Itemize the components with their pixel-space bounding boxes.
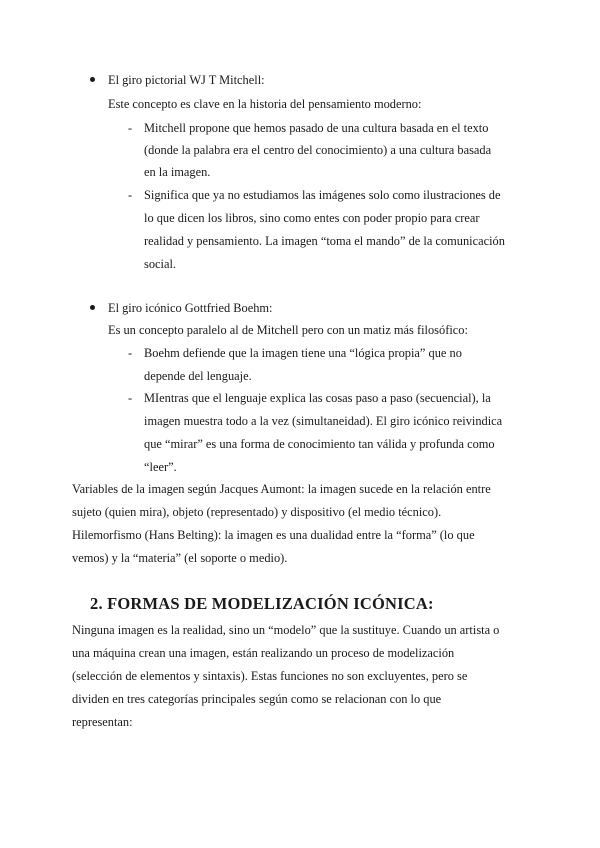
item2-title: El giro icónico Gottfried Boehm: — [108, 301, 273, 315]
item1-sub2-line: social. — [144, 257, 176, 271]
body-text-line: Variables de la imagen según Jacques Aumont: la imagen sucede en la relación entre — [72, 482, 491, 496]
dash-icon: - — [128, 188, 133, 202]
body-text-line: Hilemorfismo (Hans Belting): la imagen es una dualidad entre la “forma” (lo que — [72, 528, 475, 542]
item2-sub1-line: Boehm defiende que la imagen tiene una “lógica propia” que no — [144, 346, 462, 360]
item2-sub2-line: imagen muestra todo a la vez (simultaneidad). El giro icónico reivindica — [144, 414, 503, 428]
item1-sub1-line: en la imagen. — [144, 165, 211, 179]
item1-intro: Este concepto es clave en la historia del pensamiento moderno: — [108, 97, 422, 111]
bullet-icon — [90, 305, 95, 310]
body-text-line: (selección de elementos y sintaxis). Estas funciones no son excluyentes, pero se — [72, 669, 468, 683]
dash-icon: - — [128, 121, 133, 135]
item1-sub2-line: realidad y pensamiento. La imagen “toma el mando” de la comunicación — [144, 234, 505, 248]
body-text-line: vemos) y la “materia” (el soporte o medio). — [72, 551, 288, 565]
dash-icon: - — [128, 391, 133, 405]
item1-sub1-line: Mitchell propone que hemos pasado de una cultura basada en el texto — [144, 121, 489, 135]
item1-sub2-line: lo que dicen los libros, sino como entes con poder propio para crear — [144, 211, 480, 225]
section-heading: 2. FORMAS DE MODELIZACIÓN ICÓNICA: — [90, 594, 434, 613]
item2-intro: Es un concepto paralelo al de Mitchell pero con un matiz más filosófico: — [108, 323, 468, 337]
body-text-line: sujeto (quien mira), objeto (representado) y dispositivo (el medio técnico). — [72, 505, 442, 519]
item1-sub2-line: Significa que ya no estudiamos las imágenes solo como ilustraciones de — [144, 188, 501, 202]
body-text-line: una máquina crean una imagen, están realizando un proceso de modelización — [72, 646, 455, 660]
bullet-icon — [90, 77, 95, 82]
body-text-line: dividen en tres categorías principales según como se relacionan con lo que — [72, 692, 442, 706]
item2-sub2-line: “leer”. — [144, 460, 177, 474]
item1-sub1-line: (donde la palabra era el centro del conocimiento) a una cultura basada — [144, 143, 492, 157]
body-text-line: representan: — [72, 715, 133, 729]
item2-sub2-line: MIentras que el lenguaje explica las cosas paso a paso (secuencial), la — [144, 391, 491, 405]
item2-sub1-line: depende del lenguaje. — [144, 369, 252, 383]
item2-sub2-line: que “mirar” es una forma de conocimiento tan válida y profunda como — [144, 437, 495, 451]
dash-icon: - — [128, 346, 133, 360]
item1-title: El giro pictorial WJ T Mitchell: — [108, 73, 265, 87]
body-text-line: Ninguna imagen es la realidad, sino un “modelo” que la sustituye. Cuando un artista o — [72, 623, 500, 637]
